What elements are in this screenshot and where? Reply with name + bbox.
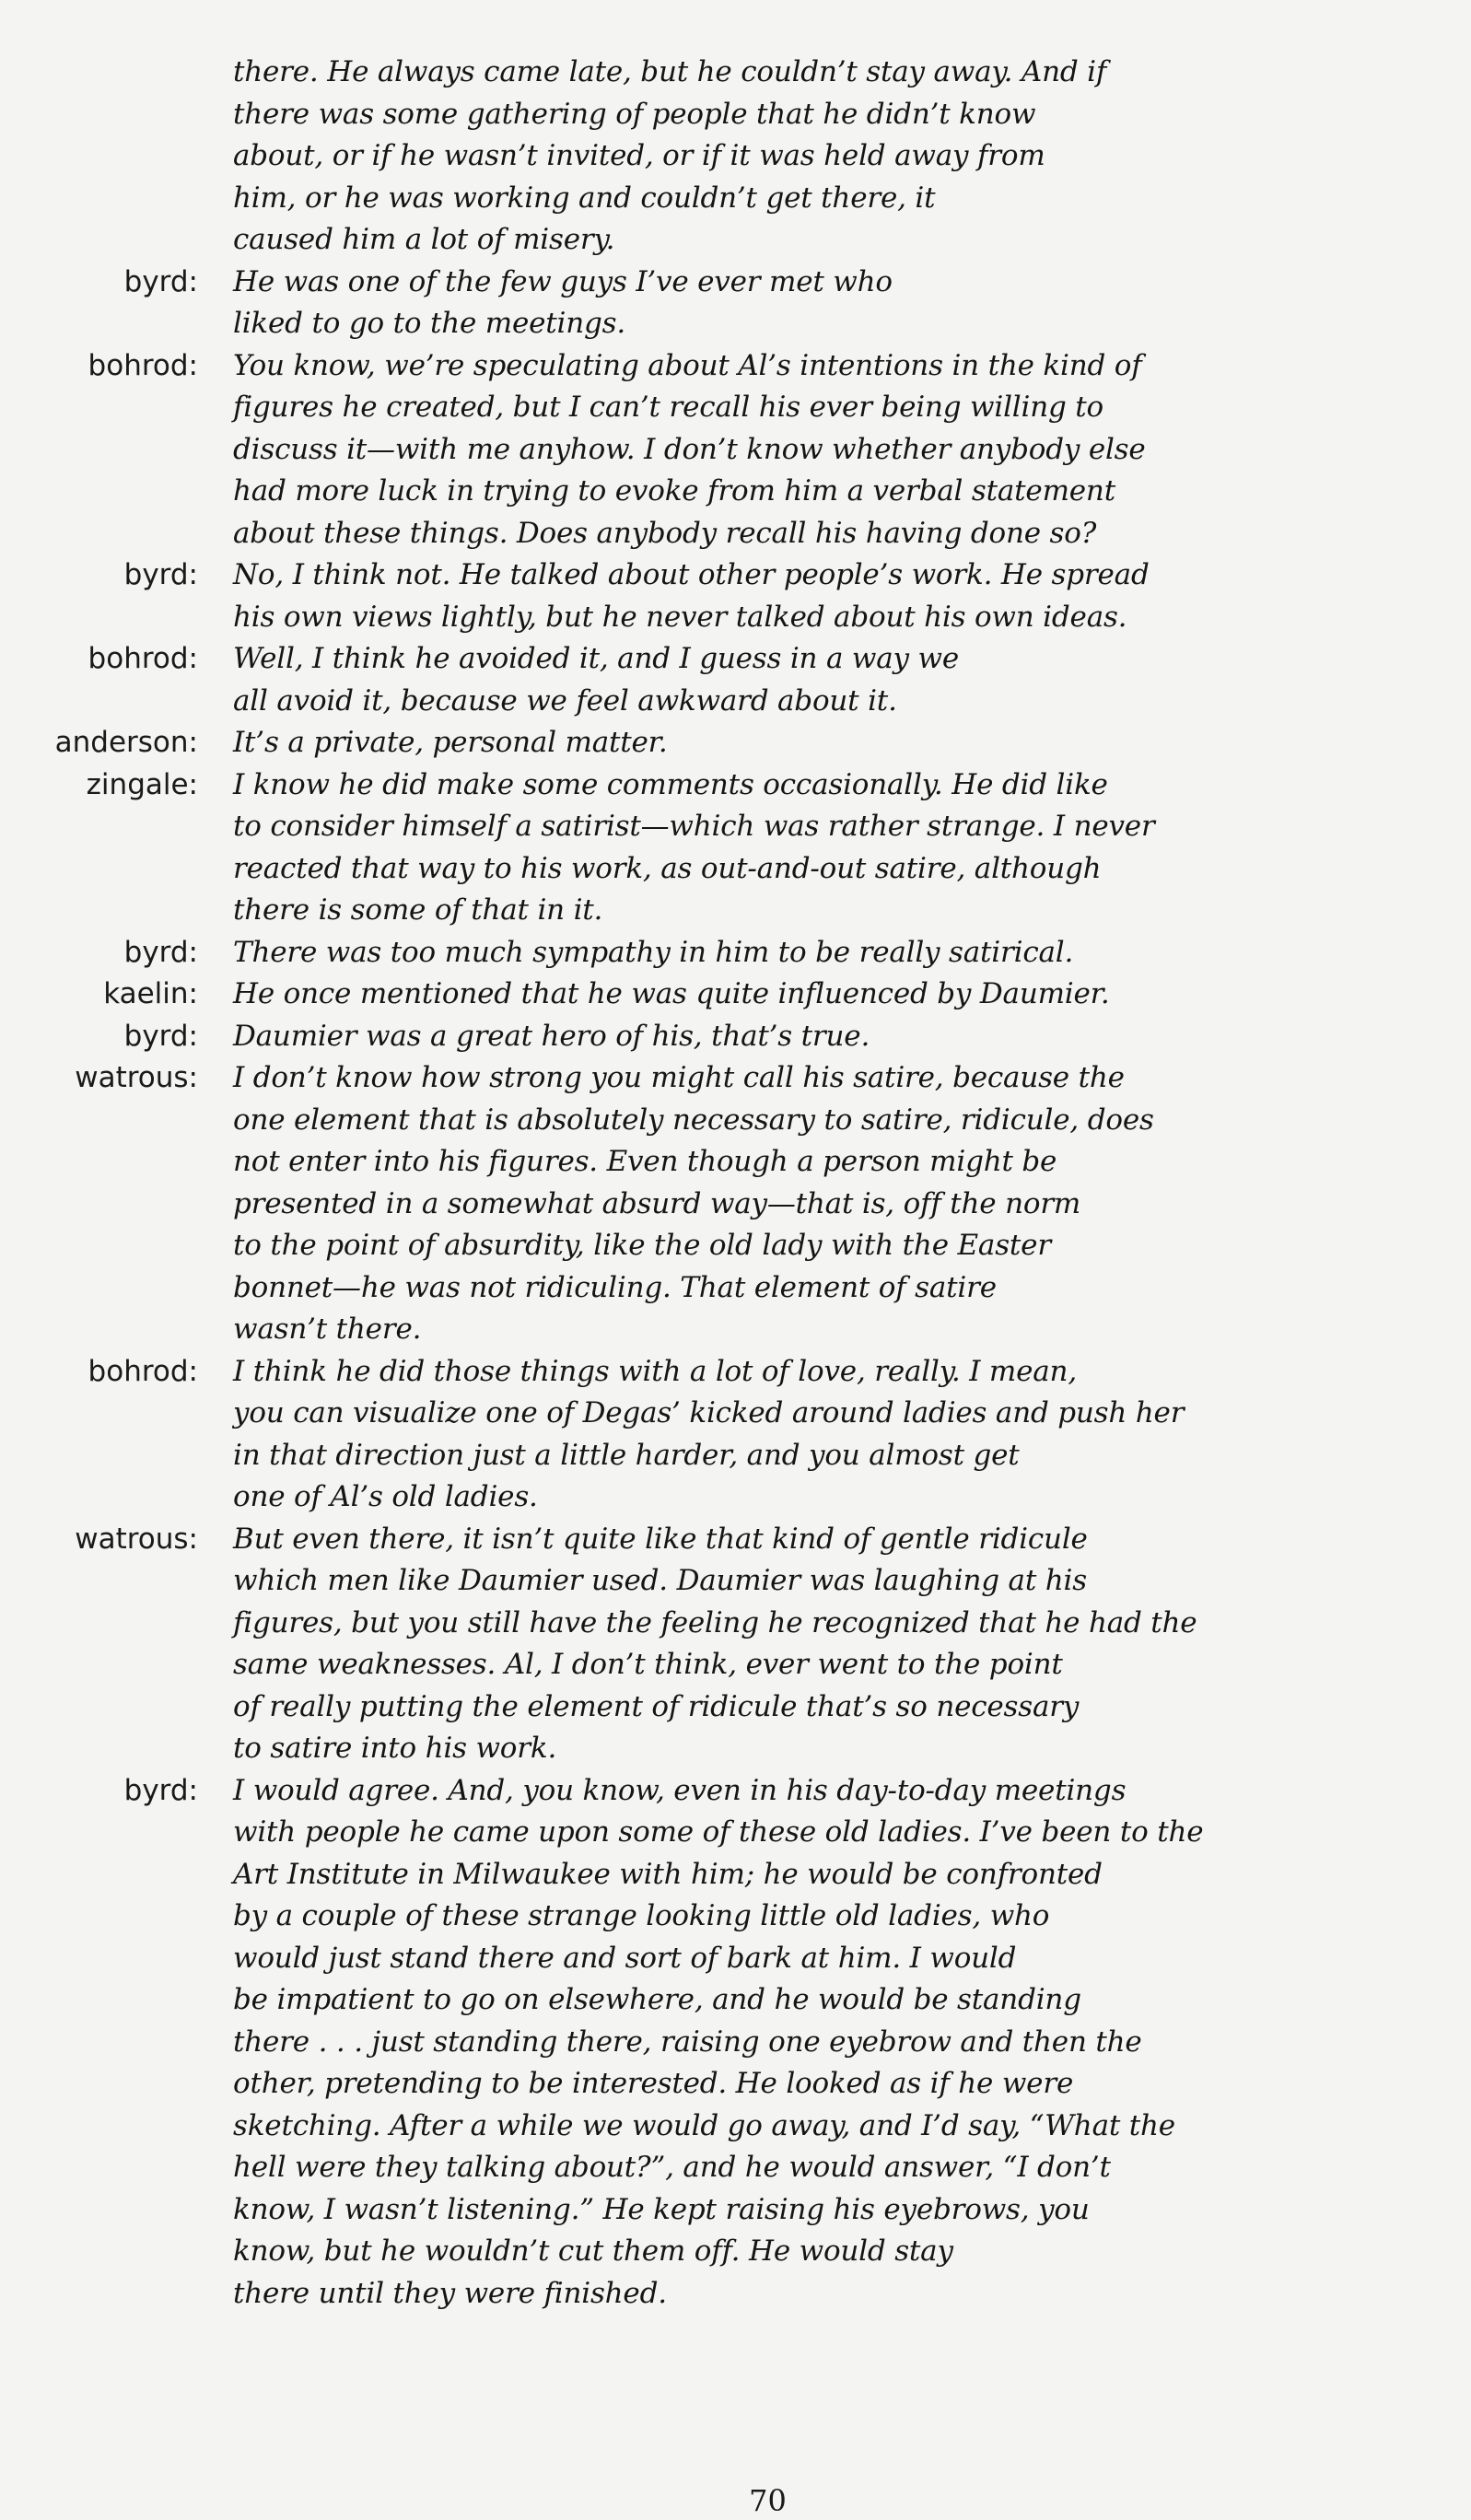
speech-text <box>233 1351 1471 1519</box>
text-line: discuss it—with me anyhow. I don’t know whether anybody else <box>233 432 1146 466</box>
text-line: I would agree. And, you know, even in his day-to-day meetings <box>233 1773 1127 1807</box>
text-line: He was one of the few guys I’ve ever met who <box>233 264 893 298</box>
speaker-label: byrd: <box>123 558 198 591</box>
speech-text <box>233 1519 1471 1770</box>
text-line: be impatient to go on elsewhere, and he would be standing <box>233 1983 1081 2016</box>
text-line: to consider himself a satirist—which was rather strange. I never <box>233 810 1155 843</box>
text-line: He once mentioned that he was quite influenced by Daumier. <box>233 977 1110 1010</box>
text-line: him, or he was working and couldn’t get there, it <box>233 181 936 215</box>
speaker-label: anderson: <box>54 726 198 759</box>
speech-text <box>233 974 1471 1016</box>
text-line: Well, I think he avoided it, and I guess in a way we <box>233 642 959 675</box>
speech-text <box>233 554 1471 638</box>
dialogue-entry <box>0 1519 1471 1770</box>
text-line: to satire into his work. <box>233 1732 557 1765</box>
text-line: about these things. Does anybody recall his having done so? <box>233 516 1097 550</box>
dialogue-entry <box>0 722 1471 764</box>
text-line: figures, but you still have the feeling he recognized that he had the <box>233 1605 1197 1639</box>
text-line: caused him a lot of misery. <box>233 223 615 256</box>
text-line: there was some gathering of people that he didn’t know <box>233 97 1036 131</box>
speaker-label: watrous: <box>75 1522 198 1556</box>
dialogue-entry <box>0 764 1471 932</box>
text-line: sketching. After a while we would go away, and I’d say, “What the <box>233 2108 1175 2142</box>
speaker-label: byrd: <box>123 1019 198 1053</box>
text-line: other, pretending to be interested. He looked as if he were <box>233 2067 1074 2100</box>
text-line: about, or if he wasn’t invited, or if it was held away from <box>233 139 1045 172</box>
page-number: 70 <box>749 2483 787 2518</box>
dialogue-entry <box>0 345 1471 555</box>
text-line: bonnet—he was not ridiculing. That element of satire <box>233 1270 997 1304</box>
speaker-label: bohrod: <box>88 642 198 675</box>
text-line: all avoid it, because we feel awkward about it. <box>233 683 897 718</box>
text-line: there is some of that in it. <box>233 893 603 927</box>
text-line: there until they were finished. <box>233 2276 667 2310</box>
dialogue-entry <box>0 1351 1471 1519</box>
text-line: not enter into his figures. Even though a person might be <box>233 1145 1057 1178</box>
text-line: Art Institute in Milwaukee with him; he would be confronted <box>233 1857 1103 1891</box>
dialogue-entry <box>0 1016 1471 1058</box>
text-line: presented in a somewhat absurd way—that is, off the norm <box>233 1186 1081 1220</box>
text-line: There was too much sympathy in him to be really satirical. <box>233 935 1074 969</box>
text-line: I think he did those things with a lot of love, really. I mean, <box>233 1354 1077 1388</box>
text-line: same weaknesses. Al, I don’t think, ever went to the point <box>233 1648 1063 1681</box>
speech-text <box>233 932 1471 974</box>
dialogue-entry <box>0 974 1471 1016</box>
speech-text <box>233 638 1471 722</box>
dialogue-entry <box>0 932 1471 974</box>
text-line: one of Al’s old ladies. <box>233 1480 538 1513</box>
text-line: with people he came upon some of these old ladies. I’ve been to the <box>233 1815 1204 1849</box>
text-line: which men like Daumier used. Daumier was laughing at his <box>233 1564 1087 1597</box>
text-line: by a couple of these strange looking little old ladies, who <box>233 1899 1050 1932</box>
speech-text <box>233 1770 1471 2316</box>
text-line: his own views lightly, but he never talked about his own ideas. <box>233 600 1127 634</box>
speaker-label: byrd: <box>123 935 198 969</box>
text-line: you can visualize one of Degas’ kicked around ladies and push her <box>233 1396 1185 1429</box>
text-line: had more luck in trying to evoke from him a verbal statement <box>233 474 1115 508</box>
text-line: figures he created, but I can’t recall his ever being willing to <box>233 391 1104 424</box>
dialogue-entry <box>0 638 1471 722</box>
text-line: I know he did make some comments occasionally. He did like <box>233 767 1108 801</box>
text-line: But even there, it isn’t quite like that kind of gentle ridicule <box>233 1522 1088 1556</box>
text-line: Daumier was a great hero of his, that’s true. <box>233 1019 870 1053</box>
speech-text <box>233 722 1471 764</box>
text-line: You know, we’re speculating about Al’s intentions in the kind of <box>233 348 1142 382</box>
text-line: know, I wasn’t listening.” He kept raising his eyebrows, you <box>233 2192 1090 2226</box>
speech-text <box>233 345 1471 555</box>
dialogue-entry <box>0 262 1471 345</box>
text-line: there . . . just standing there, raising one eyebrow and then the <box>233 2024 1142 2059</box>
dialogue-entry <box>0 1770 1471 2316</box>
text-line: wasn’t there. <box>233 1312 422 1346</box>
text-line: of really putting the element of ridicule that’s so necessary <box>233 1689 1080 1723</box>
text-line: It’s a private, personal matter. <box>233 726 668 759</box>
speech-text <box>233 262 1471 345</box>
speaker-label: byrd: <box>123 1773 198 1807</box>
text-line: one element that is absolutely necessary to satire, ridicule, does <box>233 1102 1154 1137</box>
text-line: in that direction just a little harder, and you almost get <box>233 1438 1020 1472</box>
text-line: reacted that way to his work, as out-and-out satire, although <box>233 851 1102 885</box>
text-line: know, but he wouldn’t cut them off. He would stay <box>233 2234 953 2268</box>
text-line: to the point of absurdity, like the old lady with the Easter <box>233 1229 1051 1262</box>
speech-text <box>233 52 1471 262</box>
speech-text <box>233 1016 1471 1058</box>
speech-text <box>233 764 1471 932</box>
dialogue-entry <box>0 1057 1471 1351</box>
speaker-label: watrous: <box>75 1061 198 1094</box>
dialogue-entry <box>0 554 1471 638</box>
text-line: liked to go to the meetings. <box>233 307 626 340</box>
speaker-label: byrd: <box>123 264 198 298</box>
text-line: would just stand there and sort of bark at him. I would <box>233 1941 1017 1975</box>
speaker-label: bohrod: <box>88 348 198 382</box>
dialogue-entry <box>0 52 1471 262</box>
text-line: No, I think not. He talked about other people’s work. He spread <box>233 558 1150 591</box>
speaker-label: kaelin: <box>103 977 198 1010</box>
speech-text <box>233 1057 1471 1351</box>
speaker-label: zingale: <box>86 767 198 801</box>
dialogue-transcript <box>0 52 1471 2315</box>
text-line: hell were they talking about?”, and he would answer, “I don’t <box>233 2151 1111 2184</box>
text-line: I don’t know how strong you might call his satire, because the <box>233 1061 1125 1094</box>
speaker-label: bohrod: <box>88 1354 198 1388</box>
text-line: there. He always came late, but he couldn’t stay away. And if <box>233 55 1107 88</box>
